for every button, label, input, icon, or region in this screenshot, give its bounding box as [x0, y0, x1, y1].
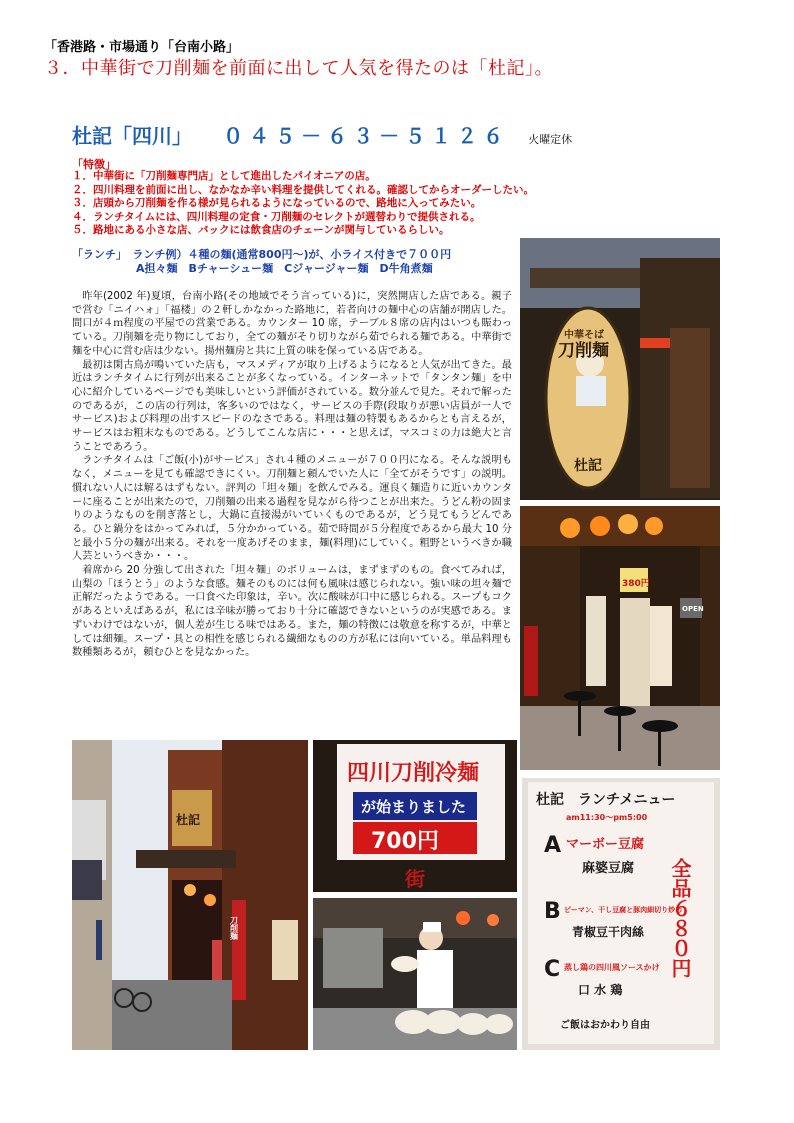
feature-item: ５．路地にある小さな店、バックには飲食店のチェーンが関与しているらしい。 — [72, 224, 450, 236]
article-paragraph: 昨年(2002 年)夏頃，台南小路(その地域でそう言っている)に，突然開店した店である。親子で営む「ニイハォ」「福楼」の２軒しかなかった路地に，若者向けの麺中心の店舗が開店した。間口が４ｍ程度の平屋での営業である。カウンター 10 席，テーブル８席の店内はいつも賑わっている。刀削麺を売り物にしており，全ての麺がそり切りながら茹でられる麺である。中華街で麺を中心に営む店は少ない。揚州麺房と共に上質の味を保っている店である。 — [72, 291, 512, 357]
article-body — [72, 290, 512, 660]
article-paragraph: ランチタイムは「ご飯(小)がサービス」され４種のメニューが７００円になる。そんな説明もなく，メニューを見ても確認できにくい。刀削麺と頼んでいた人に「全てがそうです」の説明。慣れない人には解るはずもない。評判の「坦々麺」を飲んでみる。運良く麺造りに近いカウンターに座ることが出来たので，刀削麺の出来る過程を見ながら待つことが出来た。うどん粉の固まりのようなものを削ぎ落とし，大鍋に直接湯がいていくものであるが，どう見てもうどんである。ひと鍋分をはかってみれば，５分かかっている。茹で時間が５分程度であるから最大 10 分と最小５分の麺が出来る。それを一度あげそのまま，麺(料理)にしていく。粗野というべきか職人芸というべきか・・・。 — [72, 455, 512, 563]
article-paragraph: 最初は閑古鳥が鳴いていた店も，マスメディアが取り上げるようになると人気が出てきた。最近はランチタイムに行列が出来ることが多くなっている。インターネットで「タンタン麺」を中心に紹介しているページでも美味しいという評価がされている。数分並んで見た。それで解ったのであるが，この店の行列は，客多いのではなく，サービスの手際(段取りが悪い店員が一人でサービス)および料理の出すスピードのなさである。料理は麺の特製もあるからとも言えるが，サービスはお粗末なものである。どうしてこんな店に・・・と思えば，マスコミの力は絶大と言うことであろう。 — [72, 359, 512, 453]
entrance-photo — [520, 506, 720, 770]
cold-noodle-line1: 四川刀削冷麺 — [347, 761, 480, 786]
lunch-heading — [72, 248, 512, 276]
shop-phone: ０４５－６３－５１２６ — [223, 124, 510, 148]
lunch-menu-hours: am11:30～pm5:00 — [566, 813, 648, 822]
feature-item: ２．四川料理を前面に出し、なかなか辛い料理を提供してくれる。確認してからオーダーしたい。 — [72, 183, 534, 196]
cold-noodle-bottom: 街 — [405, 867, 425, 891]
feature-item: １．中華街に「刀削麺専門店」として進出したパイオニアの店。 — [72, 170, 376, 182]
lunch-menu-footer: ご飯はおかわり自由 — [560, 1020, 650, 1031]
storefront-sign-photo — [520, 238, 720, 500]
menu-item-jp: 蒸し鶏の四川風ソースかけ — [564, 963, 660, 972]
menu-item-jp: ピーマン、干し豆腐と豚肉細切り炒め — [564, 906, 683, 914]
lunch-menu-list: A担々麺 Bチャーシュー麺 Cジャージャー麺 D牛角煮麺 — [136, 262, 433, 275]
storefront-brand: 中華そば — [564, 330, 604, 341]
menu-item-letter: A — [544, 833, 562, 858]
menu-item-cn: 麻婆豆腐 — [582, 861, 635, 876]
shop-info — [72, 120, 572, 146]
lunch-menu-title: 杜記 ランチメニュー — [536, 792, 676, 808]
menu-item-cn: 口 水 鶏 — [578, 983, 623, 997]
alley-shop-sign: 杜記 — [176, 813, 201, 827]
noodle-chef-photo — [313, 898, 517, 1050]
alley-photo — [72, 740, 308, 1050]
feature-item: ４．ランチタイムには、四川料理の定食・刀削麺のセレクトが週替わりで提供される。 — [72, 210, 481, 223]
lunch-menu-price: 全品６８０円 — [668, 858, 692, 978]
menu-item-letter: C — [544, 957, 561, 982]
series-title: 「香港路・市場通り「台南小路」 — [44, 40, 240, 55]
storefront-dish: 刀削麺 — [558, 341, 609, 361]
menu-item-jp: マーボー豆腐 — [566, 837, 645, 852]
menu-item-cn: 青椒豆干肉絲 — [572, 925, 645, 939]
page-headline: ３．中華街で刀削麺を前面に出して人気を得たのは「杜記」。 — [44, 58, 553, 79]
article-paragraph: 着席から 20 分強して出された「坦々麺」のボリュームは，まずまずのもの。食べてみれば，山梨の「ほうとう」のような食感。麺そのものには何も風味は感じられない。強い味の坦々麺で正解だったようである。一口食べた印象は，辛い。次に酸味が口中に感じられる。スープもコクがあるといえばあるが，私には辛味が勝っており十分に確認できないというのが実感である。まずいわけではないが，個人差が生じる味ではある。また，麺の特徴には敬意を称するが，中華としては細麺。スープ・具との相性を感じられる繊細なものの方が私には向いている。単品料理も数種類あるが，頼むひとを見なかった。 — [72, 565, 512, 659]
lunch-menu-photo — [522, 778, 720, 1050]
cold-noodle-line2: が始まりました — [361, 798, 467, 816]
entrance-price: 380円 — [622, 579, 650, 589]
alley-banner: 刀削麺 — [229, 916, 239, 940]
feature-item: ３．店頭から刀削麺を作る様が見られるようになっているので、路地に入ってみたい。 — [72, 197, 482, 209]
features-section — [72, 156, 672, 238]
cold-noodle-sign-photo — [313, 740, 517, 892]
features-list — [72, 170, 672, 238]
shop-closed-day: 火曜定休 — [528, 133, 573, 146]
cold-noodle-price: 700円 — [371, 829, 439, 854]
features-label: 「特徴」 — [72, 158, 116, 171]
shop-name: 杜記「四川」 — [72, 124, 192, 148]
lunch-title: 「ランチ」 ランチ例）４種の麺(通常800円～)が、小ライス付きで７００円 — [72, 248, 452, 261]
menu-item-letter: B — [544, 899, 561, 924]
storefront-shop: 杜記 — [574, 458, 602, 474]
entrance-open-sign: OPEN — [682, 605, 704, 613]
